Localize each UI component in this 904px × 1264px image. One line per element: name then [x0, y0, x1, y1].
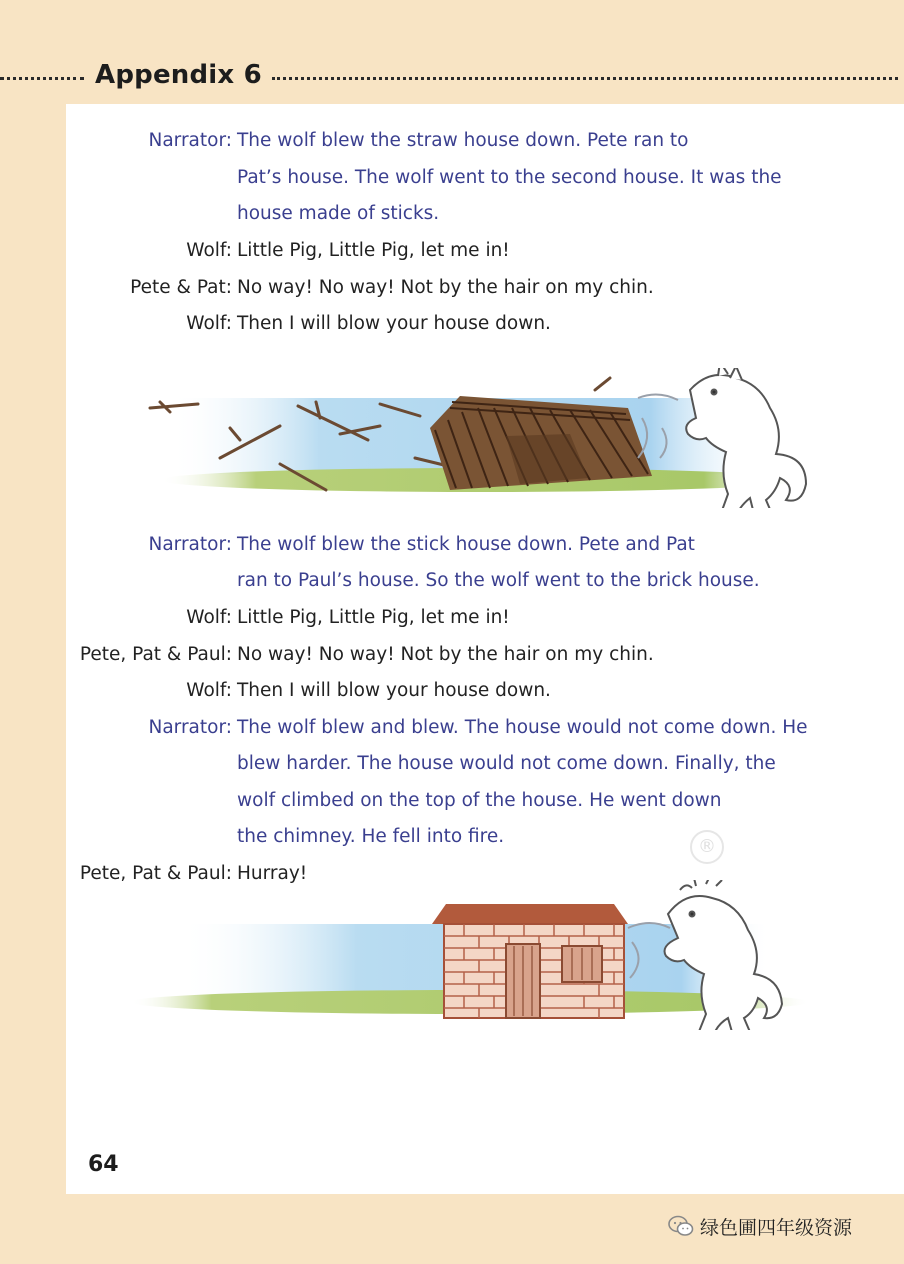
dialogue-text: house made of sticks. — [237, 203, 440, 224]
speaker-label: Wolf: — [186, 313, 232, 334]
script-line — [0, 676, 904, 706]
speaker-label: Narrator: — [148, 130, 232, 151]
dialogue-text: The wolf blew the straw house down. Pete ran to — [237, 130, 689, 151]
dialogue-text: wolf climbed on the top of the house. He went down — [237, 790, 722, 811]
heading-dots-left — [0, 77, 84, 80]
heading-dots-right — [272, 77, 898, 80]
dialogue-text: No way! No way! Not by the hair on my chin. — [237, 644, 654, 665]
brick-house — [432, 904, 628, 1018]
speaker-label: Wolf: — [186, 607, 232, 628]
page-number: 64 — [88, 1152, 119, 1177]
wechat-icon — [668, 1215, 694, 1237]
dialogue-text: Little Pig, Little Pig, let me in! — [237, 607, 510, 628]
source-label: 绿色圃四年级资源 — [700, 1216, 853, 1239]
script-line — [0, 530, 904, 560]
speaker-label: Narrator: — [148, 534, 232, 555]
brick-house-illustration — [120, 880, 810, 1030]
dialogue-text: The wolf blew the stick house down. Pete and Pat — [237, 534, 695, 555]
appendix-heading — [0, 58, 904, 98]
dialogue-text: Then I will blow your house down. — [237, 680, 551, 701]
script-line — [0, 236, 904, 266]
dialogue-text: Then I will blow your house down. — [237, 313, 551, 334]
script-line — [0, 786, 904, 816]
speaker-label: Narrator: — [148, 717, 232, 738]
source-footer — [668, 1212, 852, 1240]
speaker-label: Wolf: — [186, 240, 232, 261]
dialogue-text: The wolf blew and blew. The house would not come down. He — [237, 717, 808, 738]
script-line — [0, 713, 904, 743]
stick-house-illustration — [130, 368, 820, 508]
speaker-label: Pete, Pat & Paul: — [79, 644, 232, 665]
dialogue-text: No way! No way! Not by the hair on my chin. — [237, 277, 654, 298]
script-line — [0, 163, 904, 193]
script-line — [0, 273, 904, 303]
dialogue-text: blew harder. The house would not come down. Finally, the — [237, 753, 776, 774]
speaker-label: Wolf: — [186, 680, 232, 701]
script-line — [0, 309, 904, 339]
script-line — [0, 126, 904, 156]
watermark-mark: ® — [690, 830, 724, 864]
dialogue-text: the chimney. He fell into fire. — [237, 826, 505, 847]
speaker-label: Pete, Pat & Paul: — [79, 863, 232, 884]
speaker-label: Pete & Pat: — [130, 277, 232, 298]
script-line — [0, 749, 904, 779]
script-line — [0, 603, 904, 633]
dialogue-text: Little Pig, Little Pig, let me in! — [237, 240, 510, 261]
script-line — [0, 822, 904, 852]
page-title: Appendix 6 — [95, 60, 262, 90]
script-line — [0, 640, 904, 670]
script-line — [0, 566, 904, 596]
top-band — [0, 0, 904, 60]
dialogue-text: Hurray! — [237, 863, 308, 884]
script-line — [0, 199, 904, 229]
dialogue-text: Pat’s house. The wolf went to the second house. It was the — [237, 167, 782, 188]
dialogue-text: ran to Paul’s house. So the wolf went to the brick house. — [237, 570, 760, 591]
collapsed-stick-house — [430, 396, 652, 490]
